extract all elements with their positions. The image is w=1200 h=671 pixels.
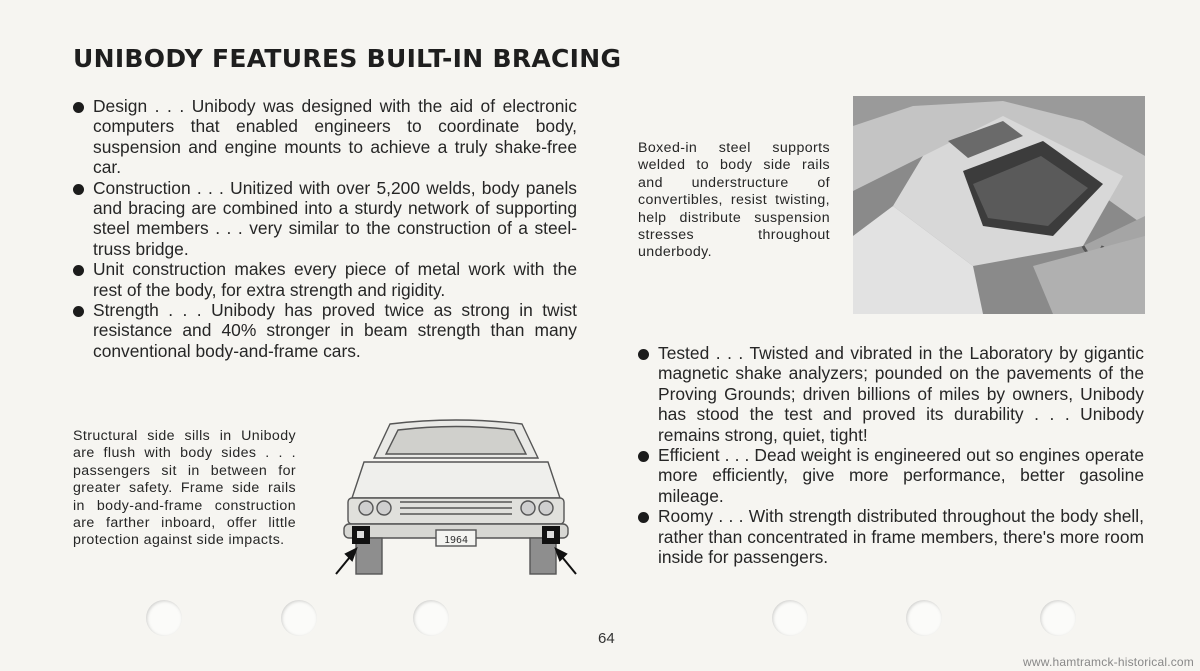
bullet-text: Design . . . Unibody was designed with the aid of electronic computers that enabled engineers to coordinate body, suspension and engine mounts to achieve a truly shake-free car. (93, 96, 577, 178)
bullet-text: Tested . . . Twisted and vibrated in the Laboratory by gigantic magnetic shake analyzers; pounded on the pavements of the Proving Grounds; driven billions of miles by owners, Unibody has stood the test and proved its durability . . . Unibody remains strong, quiet, tight! (658, 343, 1144, 445)
bullet-text: Construction . . . Unitized with over 5,200 welds, body panels and bracing are combined into a sturdy network of supporting steel members . . . very similar to the construction of a steel-truss bridge. (93, 177, 577, 259)
list-item (73, 178, 577, 260)
bullet-text: Unit construction makes every piece of metal work with the rest of the body, for extra strength and rigidity. (93, 259, 577, 300)
bullet-icon (73, 184, 84, 195)
bullet-text: Efficient . . . Dead weight is engineered out so engines operate more efficiently, give more performance, better gasoline mileage. (658, 445, 1144, 506)
list-item (638, 445, 1144, 506)
bullet-icon (638, 349, 649, 360)
bullet-icon (638, 512, 649, 523)
bullet-text: Roomy . . . With strength distributed throughout the body shell, rather than concentrated in frame members, there's more room inside for passengers. (658, 506, 1144, 568)
bullet-icon (638, 451, 649, 462)
binder-hole (906, 600, 942, 636)
bullet-text: Strength . . . Unibody has proved twice as strong in twist resistance and 40% stronger in beam strength than many conventional body-and-frame cars. (93, 300, 577, 361)
binder-hole (146, 600, 182, 636)
binder-hole (1040, 600, 1076, 636)
list-item (638, 343, 1144, 445)
list-item (638, 506, 1144, 567)
bullet-icon (73, 102, 84, 113)
car-front-illustration (330, 412, 582, 592)
bullet-icon (73, 306, 84, 317)
right-feature-list (638, 343, 1144, 567)
list-item (73, 300, 577, 361)
boxed-supports-caption: Boxed-in steel supports welded to body side rails and understructure of convertibles, resist twisting, help distribute suspension stresses throughout underbody. (638, 140, 830, 261)
bullet-icon (73, 265, 84, 276)
list-item (73, 259, 577, 300)
binder-hole (413, 600, 449, 636)
watermark-text: www.hamtramck-historical.com (1023, 655, 1194, 669)
binder-hole (772, 600, 808, 636)
side-sills-caption: Structural side sills in Unibody are flush with body sides . . . passengers sit in between for greater safety. Frame side rails in body-and-frame construction are farther inboard, offer little protection against side impacts. (73, 428, 296, 549)
left-feature-list (73, 96, 577, 361)
page-title: UNIBODY FEATURES BUILT-IN BRACING (73, 44, 622, 73)
license-plate-text: 1964 (443, 535, 469, 546)
page-number: 64 (598, 630, 615, 647)
list-item (73, 96, 577, 178)
binder-hole (281, 600, 317, 636)
boxed-supports-photo (853, 96, 1145, 314)
